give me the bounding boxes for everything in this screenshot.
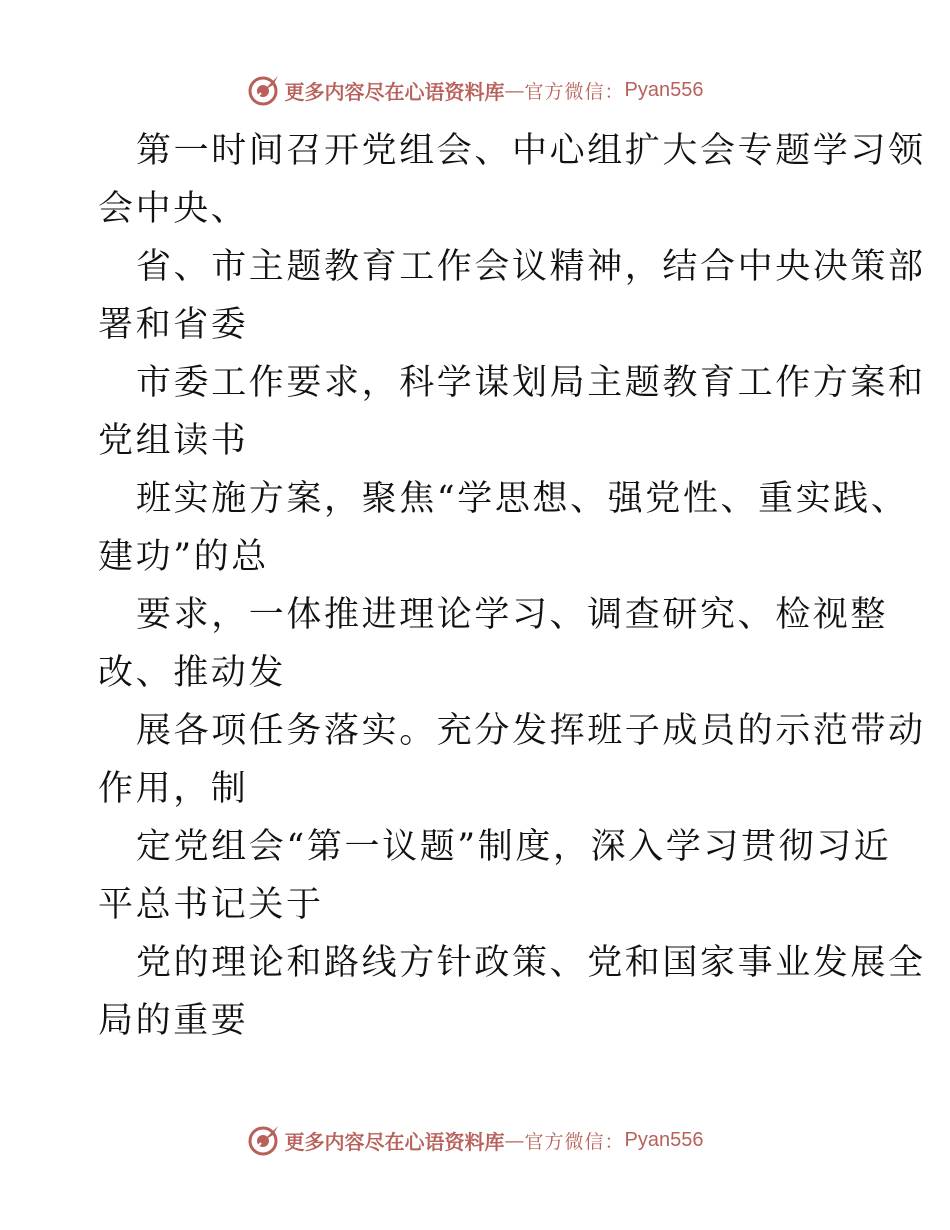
footer-watermark: [0, 1120, 950, 1160]
text-line: 作用，制: [98, 769, 249, 809]
watermark-separator: —: [504, 1128, 525, 1152]
text-line: 党组读书: [98, 421, 249, 461]
watermark-label: 官方微信：: [524, 80, 625, 103]
text-line: 局的重要: [98, 1001, 249, 1041]
watermark-label: 官方微信：: [524, 1130, 625, 1153]
text-line: 省、市主题教育工作会议精神，结合中央决策部: [136, 247, 926, 287]
text-line: 改、推动发: [98, 653, 287, 693]
quill-logo-icon: [247, 73, 281, 107]
text-line: 第一时间召开党组会、中心组扩大会专题学习领: [136, 131, 926, 171]
watermark-separator: —: [504, 78, 525, 102]
text-line: 会中央、: [98, 189, 249, 229]
text-line: 定党组会“第一议题”制度，深入学习贯彻习近: [136, 827, 892, 867]
quill-logo-icon: [247, 1123, 281, 1157]
document-body: [98, 122, 926, 1050]
text-line: 要求，一体推进理论学习、调查研究、检视整: [136, 595, 889, 635]
watermark-site-text: 更多内容尽在心语资料库: [284, 1129, 505, 1154]
text-line: 平总书记关于: [98, 885, 324, 925]
text-line: 班实施方案，聚焦“学思想、强党性、重实践、: [136, 479, 909, 519]
watermark-wechat-id: Pyan556: [624, 1128, 704, 1151]
text-line: 党的理论和路线方针政策、党和国家事业发展全: [136, 943, 926, 983]
text-line: 市委工作要求，科学谋划局主题教育工作方案和: [136, 363, 926, 403]
watermark-site-text: 更多内容尽在心语资料库: [284, 79, 505, 104]
text-line: 展各项任务落实。充分发挥班子成员的示范带动: [136, 711, 926, 751]
text-line: 署和省委: [98, 305, 249, 345]
header-watermark: [0, 70, 950, 110]
watermark-wechat-id: Pyan556: [624, 78, 704, 101]
text-line: 建功”的总: [98, 537, 269, 577]
